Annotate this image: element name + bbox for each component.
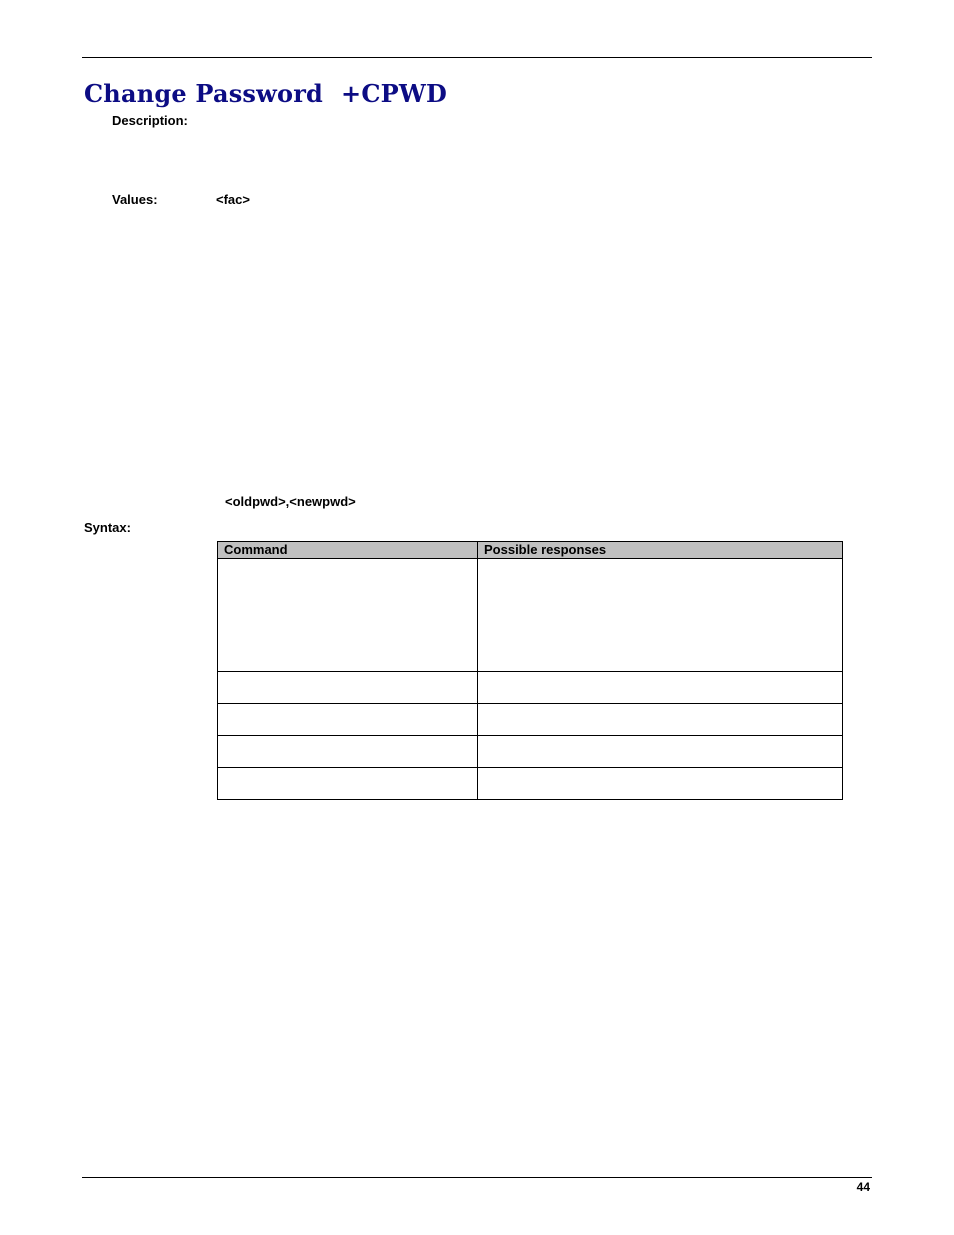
response-cell <box>478 704 843 736</box>
page-number: 44 <box>856 1180 870 1194</box>
fac-parameter-label: <fac> <box>216 192 250 207</box>
table-row <box>218 672 843 704</box>
syntax-label: Syntax: <box>84 520 131 535</box>
response-cell <box>478 559 843 672</box>
command-cell <box>218 768 478 800</box>
table-row <box>218 704 843 736</box>
command-cell <box>218 736 478 768</box>
response-cell <box>478 768 843 800</box>
section-title-name: Change Password <box>84 79 324 108</box>
footer-rule <box>82 1177 872 1178</box>
command-cell <box>218 559 478 672</box>
header-rule <box>82 57 872 58</box>
table-row <box>218 559 843 672</box>
command-cell <box>218 672 478 704</box>
command-column-header: Command <box>218 542 478 559</box>
values-label: Values: <box>112 192 158 207</box>
responses-column-header: Possible responses <box>478 542 843 559</box>
table-row <box>218 736 843 768</box>
section-title-command: +CPWD <box>341 79 448 108</box>
password-parameters-label: <oldpwd>,<newpwd> <box>225 494 356 509</box>
syntax-table <box>217 541 843 800</box>
command-cell <box>218 704 478 736</box>
table-row <box>218 768 843 800</box>
table-header-row <box>218 542 843 559</box>
section-title <box>84 78 447 110</box>
response-cell <box>478 672 843 704</box>
description-label: Description: <box>112 113 188 128</box>
response-cell <box>478 736 843 768</box>
